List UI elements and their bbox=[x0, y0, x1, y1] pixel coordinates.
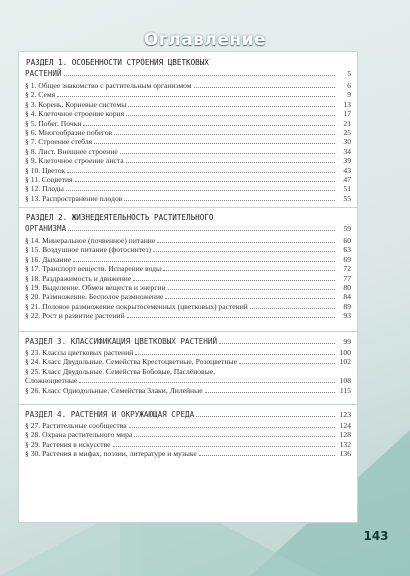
leader-dots bbox=[153, 245, 335, 252]
toc-item[interactable] bbox=[25, 175, 351, 184]
section-1-title-row[interactable] bbox=[25, 69, 351, 78]
toc-item-text: § 7. Строение стебля bbox=[25, 137, 93, 147]
toc-item[interactable] bbox=[25, 348, 351, 357]
divider bbox=[19, 207, 357, 208]
leader-dots bbox=[57, 90, 335, 97]
section-2-title-cont: ОРГАНИЗМА bbox=[25, 224, 67, 233]
toc-item[interactable] bbox=[25, 440, 351, 449]
toc-item[interactable] bbox=[25, 166, 351, 175]
toc-item-page: 21 bbox=[343, 118, 351, 128]
toc-item-page: 9 bbox=[347, 90, 351, 100]
toc-item[interactable] bbox=[25, 292, 351, 301]
toc-item-text: § 3. Корень. Корневые системы bbox=[25, 99, 127, 109]
leader-dots bbox=[124, 194, 335, 201]
toc-item-page: 84 bbox=[343, 292, 351, 302]
leader-dots bbox=[163, 264, 335, 271]
toc-item[interactable] bbox=[25, 357, 351, 366]
toc-item[interactable] bbox=[25, 184, 351, 193]
leader-dots bbox=[165, 292, 335, 299]
toc-item-page: 124 bbox=[339, 421, 351, 430]
toc-item-text: § 14. Минеральное (почвенное) питание bbox=[25, 236, 156, 245]
leader-dots bbox=[129, 421, 335, 428]
toc-item-text: § 5. Побег. Почки bbox=[25, 118, 82, 128]
toc-item[interactable] bbox=[25, 119, 351, 128]
leader-dots bbox=[64, 69, 335, 76]
toc-item-page: 72 bbox=[343, 264, 351, 274]
toc-item-page: 34 bbox=[343, 146, 351, 156]
toc-item-text: § 25. Класс Двудольные. Семейства Бобовые, Паслёновые, bbox=[25, 366, 216, 376]
leader-dots bbox=[168, 283, 335, 290]
toc-item-page: 69 bbox=[343, 254, 351, 264]
toc-item[interactable] bbox=[25, 100, 351, 109]
toc-item-page: 80 bbox=[343, 283, 351, 292]
leader-dots bbox=[134, 430, 335, 437]
toc-item[interactable] bbox=[25, 274, 351, 283]
leader-dots bbox=[250, 302, 335, 309]
toc-item-text: § 21. Половое размножение покрытосеменных (цветковых) растений bbox=[25, 301, 248, 311]
toc-item-page: 25 bbox=[343, 128, 351, 137]
leader-dots bbox=[126, 156, 335, 163]
toc-item-text: § 23. Классы цветковых растений bbox=[25, 348, 134, 357]
toc-item-text: § 12. Плоды bbox=[25, 184, 64, 194]
toc-item-text: § 4. Клеточное строение корня bbox=[25, 109, 125, 119]
toc-item-page: 93 bbox=[343, 311, 351, 321]
section-3-title-row[interactable] bbox=[25, 337, 351, 346]
toc-item-page: 100 bbox=[339, 348, 351, 357]
leader-dots bbox=[120, 147, 335, 154]
divider bbox=[19, 331, 357, 332]
toc-item-text: § 22. Рост и развитие растений bbox=[25, 311, 125, 321]
toc-item-text: § 17. Транспорт веществ. Испарение воды bbox=[25, 264, 162, 274]
leader-dots bbox=[126, 109, 335, 116]
toc-item-page: 128 bbox=[339, 430, 351, 440]
toc-item-page: 47 bbox=[343, 175, 351, 184]
toc-item[interactable] bbox=[25, 128, 351, 137]
toc-item-page: 115 bbox=[339, 385, 351, 395]
toc-item[interactable] bbox=[25, 430, 351, 439]
toc-item[interactable] bbox=[25, 376, 351, 385]
toc-item[interactable] bbox=[25, 109, 351, 118]
section-1-title: РАЗДЕЛ 1. ОСОБЕННОСТИ СТРОЕНИЯ ЦВЕТКОВЫХ bbox=[26, 58, 209, 67]
toc-item-text: § 9. Клеточное строение листа bbox=[25, 156, 124, 166]
toc-item-text: § 16. Дыхание bbox=[25, 254, 71, 264]
toc-box bbox=[18, 51, 358, 523]
leader-dots bbox=[114, 128, 335, 135]
toc-item-page: 108 bbox=[339, 376, 351, 386]
toc-item-text: § 13. Распространение плодов bbox=[25, 193, 123, 203]
page-number: 123 bbox=[339, 410, 351, 419]
leader-dots bbox=[196, 410, 335, 417]
toc-item-text: § 18. Раздражимость и движение bbox=[25, 273, 132, 283]
toc-item-text: § 26. Класс Однодольные. Семейства Злаки, Лилейные bbox=[25, 385, 203, 395]
toc-item-page: 60 bbox=[343, 236, 351, 245]
toc-item-page: 89 bbox=[343, 301, 351, 311]
leader-dots bbox=[113, 440, 335, 447]
leader-dots bbox=[68, 224, 335, 231]
toc-item-page: 136 bbox=[339, 449, 351, 459]
toc-item-page: 17 bbox=[343, 109, 351, 119]
toc-item-text: § 20. Размножение. Бесполое размножение bbox=[25, 292, 164, 302]
section-1-title-cont: РАСТЕНИЙ bbox=[25, 69, 62, 78]
section-2-title-row[interactable] bbox=[25, 224, 351, 233]
toc-item[interactable] bbox=[25, 449, 351, 458]
toc-item[interactable] bbox=[25, 147, 351, 156]
section-3-title: РАЗДЕЛ 3. КЛАССИФИКАЦИЯ ЦВЕТКОВЫХ РАСТЕНИЙ bbox=[25, 337, 218, 346]
toc-item-text: § 8. Лист. Внешнее строение bbox=[25, 146, 118, 156]
toc-item[interactable] bbox=[25, 81, 351, 90]
toc-item[interactable] bbox=[25, 421, 351, 430]
leader-dots bbox=[133, 274, 335, 281]
toc-item[interactable] bbox=[25, 386, 351, 395]
toc-item-text: § 30. Растения в мифах, поэзии, литературе и музыке bbox=[25, 449, 197, 459]
leader-dots bbox=[94, 137, 335, 144]
leader-dots bbox=[66, 184, 335, 191]
toc-item[interactable] bbox=[25, 236, 351, 245]
toc-item-page: 102 bbox=[339, 357, 351, 367]
toc-item-page: 6 bbox=[347, 81, 351, 90]
toc-item-text: § 11. Соцветия bbox=[25, 175, 73, 184]
toc-item[interactable] bbox=[25, 245, 351, 254]
leader-dots bbox=[83, 119, 335, 126]
leader-dots bbox=[157, 236, 335, 243]
toc-item[interactable] bbox=[25, 264, 351, 273]
page-number: 99 bbox=[343, 337, 351, 346]
toc-item-text: § 29. Растения в искусстве bbox=[25, 439, 111, 449]
toc-item[interactable] bbox=[25, 367, 351, 376]
leader-dots bbox=[127, 311, 335, 318]
toc-item-text: Сложноцветные bbox=[25, 376, 78, 386]
leader-dots bbox=[205, 386, 335, 393]
page-number-badge: 143 bbox=[363, 529, 389, 543]
toc-item-text: § 27. Растительные сообщества bbox=[25, 421, 127, 430]
leader-dots bbox=[79, 376, 335, 383]
toc-item[interactable] bbox=[25, 90, 351, 99]
leader-dots bbox=[194, 81, 335, 88]
leader-dots bbox=[199, 449, 335, 456]
toc-item[interactable] bbox=[25, 137, 351, 146]
toc-item[interactable] bbox=[25, 194, 351, 203]
toc-item-text: § 19. Выделение. Обмен веществ и энергии bbox=[25, 283, 166, 292]
leader-dots bbox=[128, 100, 335, 107]
page-number: 5 bbox=[347, 69, 351, 78]
leader-dots bbox=[75, 175, 335, 182]
toc-item-text: § 24. Класс Двудольные. Семейства Крестоцветные, Розоцветные bbox=[25, 357, 237, 367]
page-title: Оглавление bbox=[143, 30, 267, 50]
toc-item-page: 43 bbox=[343, 165, 351, 175]
toc-item[interactable] bbox=[25, 311, 351, 320]
divider bbox=[19, 404, 357, 405]
leader-dots bbox=[239, 357, 335, 364]
toc-item[interactable] bbox=[25, 283, 351, 292]
page-number: 59 bbox=[343, 224, 351, 233]
leader-dots bbox=[219, 337, 335, 344]
section-4-title-row[interactable] bbox=[25, 410, 351, 419]
toc-item-page: 30 bbox=[343, 137, 351, 147]
toc-item-text: § 28. Охрана растительного мира bbox=[25, 430, 133, 440]
toc-item-page: 13 bbox=[343, 99, 351, 109]
toc-item-text: § 15. Воздушное питание (фотосинтез) bbox=[25, 245, 152, 255]
leader-dots bbox=[73, 255, 335, 262]
leader-dots bbox=[135, 348, 335, 355]
toc-item-text: § 6. Многообразие побегов bbox=[25, 128, 113, 137]
toc-item-text: § 10. Цветок bbox=[25, 165, 66, 175]
toc-item-text: § 1. Общее знакомство с растительным организмом bbox=[25, 81, 192, 90]
toc-item-page: 51 bbox=[343, 184, 351, 194]
toc-item-page: 77 bbox=[343, 273, 351, 283]
toc-item-page: 63 bbox=[343, 245, 351, 255]
toc-item-text: § 2. Семя bbox=[25, 90, 56, 100]
toc-item-page: 39 bbox=[343, 156, 351, 166]
toc-item[interactable] bbox=[25, 156, 351, 165]
leader-dots bbox=[67, 166, 335, 173]
section-2-title: РАЗДЕЛ 2. ЖИЗНЕДЕЯТЕЛЬНОСТЬ РАСТИТЕЛЬНОГО bbox=[26, 213, 214, 222]
toc-item[interactable] bbox=[25, 302, 351, 311]
toc-item[interactable] bbox=[25, 255, 351, 264]
toc-item-page: 55 bbox=[343, 193, 351, 203]
toc-item-page: 132 bbox=[339, 439, 351, 449]
section-4-title: РАЗДЕЛ 4. РАСТЕНИЯ И ОКРУЖАЮЩАЯ СРЕДА bbox=[25, 410, 195, 419]
